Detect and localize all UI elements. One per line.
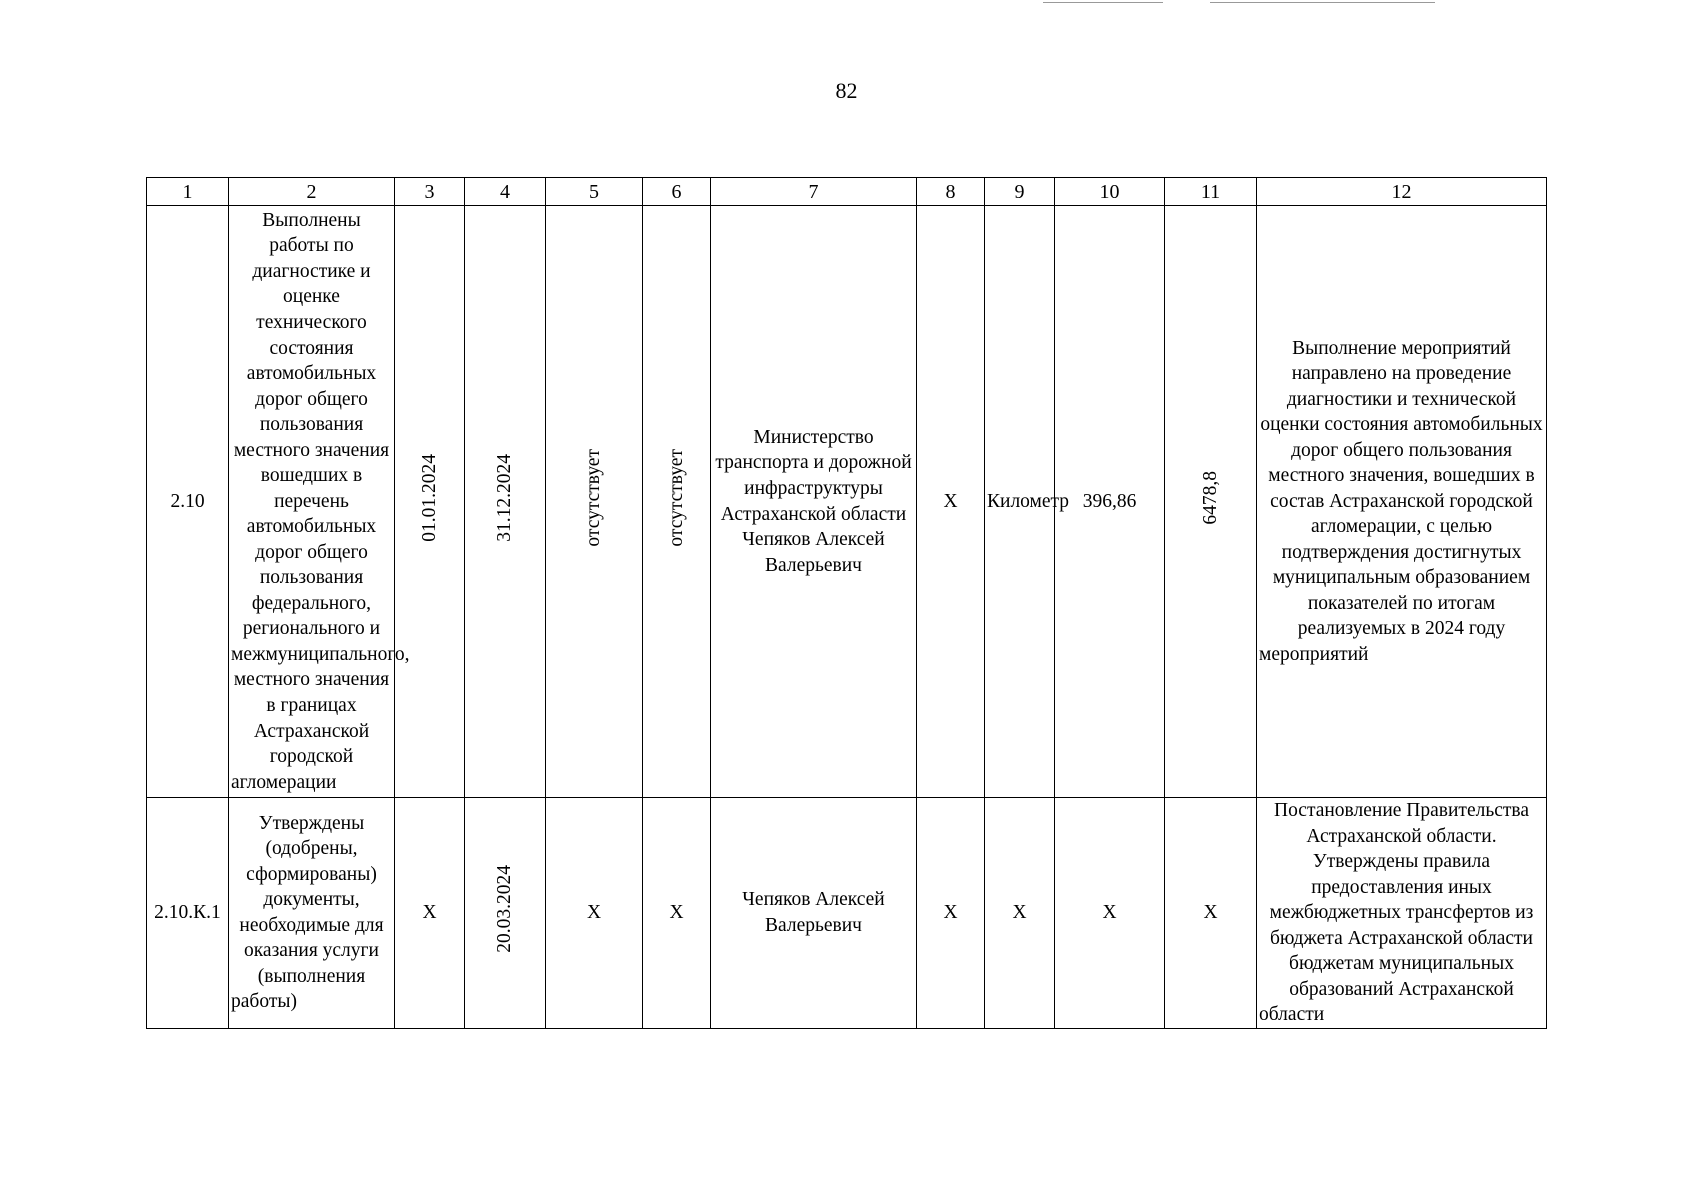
task-name: Выполнены работы по диагностике и оценке технического состояния автомобильных дорог общего пользования местного значения вошедших в перечень автомобильных дорог общего пользования федерального, регионального и межмуниципального, местного значения в границах Астраханской городской агломерации — [229, 206, 395, 798]
col-header: 1 — [147, 178, 229, 206]
amount: 6478,8 — [1199, 470, 1221, 525]
start-date: X — [395, 798, 465, 1029]
col-header: 5 — [546, 178, 643, 206]
end-date: 31.12.2024 — [494, 453, 516, 542]
col6-cell — [643, 206, 711, 798]
col8-value: X — [917, 798, 985, 1029]
unit: X — [985, 798, 1055, 1029]
col8-value: X — [917, 206, 985, 798]
responsible: Министерство транспорта и дорожной инфраструктуры Астраханской области Чепяков Алексей Валерьевич — [711, 206, 917, 798]
end-date-cell — [465, 798, 546, 1029]
col6-value: X — [643, 798, 711, 1029]
row-number: 2.10 — [147, 206, 229, 798]
col-header: 9 — [985, 178, 1055, 206]
row-number: 2.10.К.1 — [147, 798, 229, 1029]
col-header: 7 — [711, 178, 917, 206]
scan-artifact-line — [1210, 2, 1435, 3]
end-date: 20.03.2024 — [494, 865, 516, 953]
plan-table — [146, 177, 1547, 1029]
col5-cell — [546, 206, 643, 798]
col-header: 3 — [395, 178, 465, 206]
unit: Километр — [985, 206, 1055, 798]
description: Выполнение мероприятий направлено на проведение диагностики и технической оценки состояния автомобильных дорог общего пользования местного значения, вошедших в состав Астраханской городской агломерации, с целью подтверждения достигнутых муниципальным образованием показателей по итогам реализуемых в 2024 году мероприятий — [1257, 206, 1547, 798]
page-number: 82 — [835, 78, 858, 103]
col-header: 4 — [465, 178, 546, 206]
task-name: Утверждены (одобрены, сформированы) документы, необходимые для оказания услуги (выполнения работы) — [229, 798, 395, 1029]
scan-artifact-line — [1043, 2, 1163, 3]
col-header: 11 — [1165, 178, 1257, 206]
col-header: 8 — [917, 178, 985, 206]
table-row — [147, 206, 1547, 798]
col-header: 6 — [643, 178, 711, 206]
col5-value: X — [546, 798, 643, 1029]
col5-value: отсутствует — [583, 448, 605, 547]
end-date-cell — [465, 206, 546, 798]
start-date-cell — [395, 206, 465, 798]
responsible: Чепяков Алексей Валерьевич — [711, 798, 917, 1029]
amount-cell — [1165, 206, 1257, 798]
value: X — [1055, 798, 1165, 1029]
value: 396,86 — [1055, 206, 1165, 798]
col-header: 2 — [229, 178, 395, 206]
description: Постановление Правительства Астраханской области. Утверждены правила предоставления иных межбюджетных трансфертов из бюджета Астраханской области бюджетам муниципальных образований Астраханской области — [1257, 798, 1547, 1029]
start-date: 01.01.2024 — [418, 453, 440, 542]
col-header: 10 — [1055, 178, 1165, 206]
col-header: 12 — [1257, 178, 1547, 206]
amount: X — [1165, 798, 1257, 1029]
header-row — [147, 178, 1547, 206]
table-row — [147, 798, 1547, 1029]
col6-value: отсутствует — [665, 448, 687, 547]
